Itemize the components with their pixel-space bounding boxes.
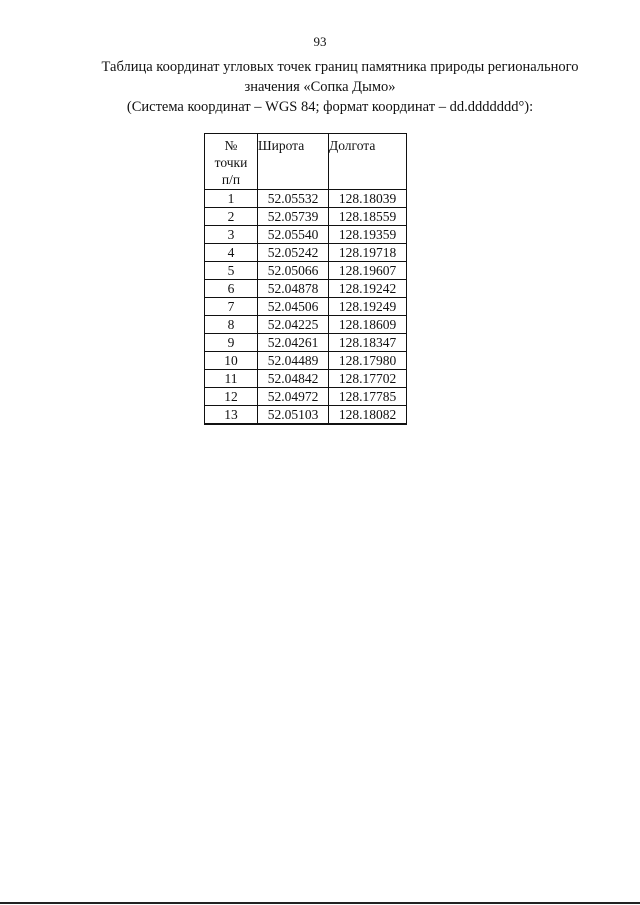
cell-latitude: 52.04506: [258, 298, 329, 316]
cell-point-number: 1: [205, 190, 258, 208]
cell-latitude: 52.04878: [258, 280, 329, 298]
cell-point-number: 8: [205, 316, 258, 334]
cell-point-number: 4: [205, 244, 258, 262]
table-row: [205, 316, 407, 334]
cell-longitude: 128.18559: [329, 208, 407, 226]
table-row: [205, 388, 407, 406]
header-longitude: Долгота: [329, 134, 407, 190]
header-num-line-3: п/п: [221, 172, 241, 187]
cell-longitude: 128.18082: [329, 406, 407, 425]
cell-latitude: 52.05540: [258, 226, 329, 244]
cell-point-number: 2: [205, 208, 258, 226]
scan-edge-line: [0, 902, 640, 904]
table-row: [205, 244, 407, 262]
header-point-number: [205, 134, 258, 190]
cell-longitude: 128.19718: [329, 244, 407, 262]
table-row: [205, 262, 407, 280]
cell-longitude: 128.18039: [329, 190, 407, 208]
table-row: [205, 352, 407, 370]
table-row: [205, 208, 407, 226]
cell-latitude: 52.05066: [258, 262, 329, 280]
caption-line-2: значения «Сопка Дымо»: [244, 79, 396, 95]
cell-longitude: 128.19359: [329, 226, 407, 244]
cell-latitude: 52.04489: [258, 352, 329, 370]
cell-longitude: 128.18347: [329, 334, 407, 352]
cell-point-number: 7: [205, 298, 258, 316]
table-row: [205, 190, 407, 208]
caption-line-1: Таблица координат угловых точек границ памятника природы регионального: [101, 59, 579, 75]
cell-latitude: 52.04842: [258, 370, 329, 388]
table-row: [205, 370, 407, 388]
cell-latitude: 52.05532: [258, 190, 329, 208]
table-row: [205, 334, 407, 352]
cell-point-number: 10: [205, 352, 258, 370]
coordinates-table: [204, 133, 407, 425]
cell-latitude: 52.04225: [258, 316, 329, 334]
table-row: [205, 280, 407, 298]
table-row: [205, 226, 407, 244]
cell-point-number: 12: [205, 388, 258, 406]
cell-longitude: 128.19607: [329, 262, 407, 280]
cell-latitude: 52.05739: [258, 208, 329, 226]
cell-latitude: 52.04972: [258, 388, 329, 406]
cell-latitude: 52.05242: [258, 244, 329, 262]
cell-point-number: 13: [205, 406, 258, 425]
table-row: [205, 406, 407, 425]
table-row: [205, 298, 407, 316]
cell-longitude: 128.17785: [329, 388, 407, 406]
cell-longitude: 128.19249: [329, 298, 407, 316]
cell-point-number: 6: [205, 280, 258, 298]
header-num-line-2: точки: [214, 155, 248, 170]
cell-longitude: 128.18609: [329, 316, 407, 334]
table-header-row: [205, 134, 407, 190]
cell-latitude: 52.05103: [258, 406, 329, 425]
cell-longitude: 128.17980: [329, 352, 407, 370]
header-num-line-1: №: [224, 138, 238, 153]
cell-longitude: 128.17702: [329, 370, 407, 388]
cell-point-number: 11: [205, 370, 258, 388]
cell-point-number: 5: [205, 262, 258, 280]
caption-line-3: (Система координат – WGS 84; формат координат – dd.ddddddd°):: [126, 99, 534, 115]
cell-point-number: 3: [205, 226, 258, 244]
cell-longitude: 128.19242: [329, 280, 407, 298]
table-caption: [0, 57, 640, 117]
cell-latitude: 52.04261: [258, 334, 329, 352]
header-latitude: Широта: [258, 134, 329, 190]
cell-point-number: 9: [205, 334, 258, 352]
page-number: 93: [313, 34, 327, 49]
table-body: [205, 190, 407, 425]
